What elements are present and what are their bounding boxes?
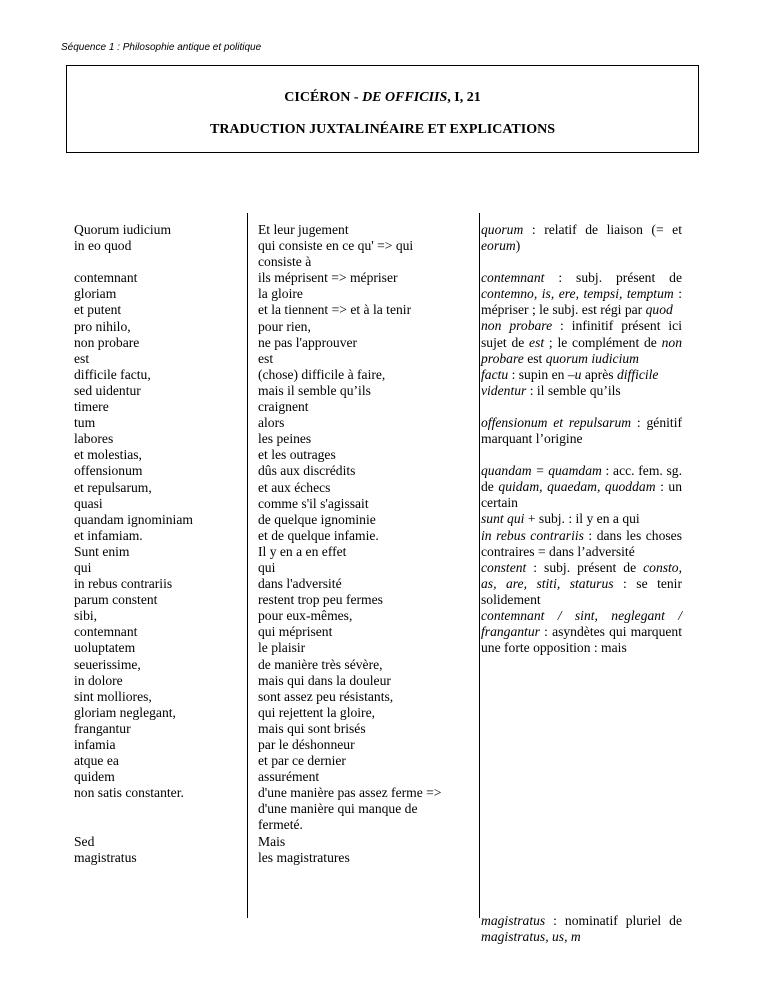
french-line: et par ce dernier [258, 753, 346, 769]
latin-line: et putent [74, 302, 122, 318]
latin-line: est [74, 350, 90, 366]
french-line: mais qui dans la douleur [258, 672, 391, 688]
note-factu: factu : supin en –u après difficile [481, 366, 659, 382]
french-line: ils méprisent => mépriser [258, 270, 398, 286]
latin-line: quandam ignominiam [74, 511, 193, 527]
french-line: sont assez peu résistants, [258, 688, 394, 704]
french-line: (chose) difficile à faire, [258, 366, 386, 382]
french-line: consiste à [258, 254, 312, 270]
latin-line: parum constent [74, 592, 158, 608]
latin-line: et repulsarum, [74, 479, 152, 495]
title-work: DE OFFICIIS [362, 90, 448, 105]
title-reference: , I, 21 [447, 90, 481, 105]
french-line: qui méprisent [258, 624, 333, 640]
french-line: ne pas l'approuver [258, 334, 358, 350]
column-divider-1 [247, 213, 248, 918]
french-line: de quelque ignominie [258, 511, 376, 527]
french-line: d'une manière pas assez ferme => [258, 785, 442, 801]
note-contemnant: contemnant : subj. présent de contemno, is, ere, tempsi, temptum : mépriser ; le subj. est régi par quod [481, 270, 682, 318]
latin-line: et infamiam. [74, 527, 143, 543]
french-line: et la tiennent => et à la tenir [258, 302, 412, 318]
french-line: craignent [258, 399, 309, 415]
french-line: mais il semble qu’ils [258, 382, 371, 398]
latin-line: sint molliores, [74, 688, 152, 704]
latin-column [74, 222, 244, 866]
latin-line: in dolore [74, 672, 123, 688]
latin-line: gloriam [74, 286, 117, 302]
latin-line: Sed [74, 833, 95, 849]
latin-line [74, 801, 244, 817]
title-author: CICÉRON - [284, 90, 363, 105]
latin-line: Sunt enim [74, 543, 130, 559]
title-box [66, 65, 699, 153]
latin-line: tum [74, 415, 96, 431]
note-quorum: quorum : relatif de liaison (= et eorum) [481, 222, 682, 254]
french-line: par le déshonneur [258, 737, 355, 752]
note-quandam: quandam = quamdam : acc. fem. sg. de quidam, quaedam, quoddam : un certain [481, 463, 682, 511]
french-line: qui [258, 559, 276, 575]
french-line: et les outrages [258, 447, 336, 463]
title-line-2: TRADUCTION JUXTALINÉAIRE ET EXPLICATIONS [209, 122, 555, 137]
latin-line: contemnant [74, 624, 138, 640]
french-line: d'une manière qui manque de [258, 801, 418, 817]
latin-line: timere [74, 399, 109, 415]
french-line: alors [258, 415, 285, 431]
latin-line: quasi [74, 495, 103, 511]
french-line: la gloire [258, 286, 303, 302]
latin-line: atque ea [74, 753, 119, 769]
notes-column [481, 222, 682, 945]
note-asyndetes: contemnant / sint, neglegant / frangantur : asyndètes qui marquent une forte opposition : mais [481, 607, 682, 656]
french-line: Il y en a en effet [258, 543, 347, 559]
latin-line: difficile factu, [74, 366, 151, 382]
latin-line: labores [74, 431, 114, 447]
french-line: est [258, 350, 274, 366]
note-videntur: videntur : il semble qu’ils [481, 382, 621, 398]
latin-line: magistratus [74, 849, 137, 865]
latin-line: in eo quod [74, 238, 132, 254]
latin-line [74, 254, 244, 270]
french-line: Mais [258, 833, 286, 849]
french-line: de manière très sévère, [258, 656, 383, 672]
latin-line: gloriam neglegant, [74, 704, 176, 720]
french-line: et aux échecs [258, 479, 331, 495]
french-line: pour rien, [258, 318, 311, 334]
french-line: et de quelque infamie. [258, 527, 379, 543]
french-line: dans l'adversité [258, 576, 342, 592]
note-sunt-qui: sunt qui + subj. : il y en a qui [481, 511, 640, 527]
latin-line: qui [74, 559, 92, 575]
french-line: dûs aux discrédits [258, 463, 356, 479]
french-line: mais qui sont brisés [258, 720, 366, 736]
french-line: qui rejettent la gloire, [258, 704, 376, 720]
latin-line [74, 817, 244, 833]
latin-line: sibi, [74, 608, 98, 624]
latin-line: Quorum iudicium [74, 222, 172, 237]
latin-line: contemnant [74, 270, 138, 286]
french-line: restent trop peu fermes [258, 592, 383, 608]
note-in-rebus: in rebus contrariis : dans les choses contraires = dans l’adversité [481, 527, 682, 559]
latin-line: frangantur [74, 720, 131, 736]
french-line: le plaisir [258, 640, 306, 656]
latin-line: pro nihilo, [74, 318, 131, 334]
french-line: les magistratures [258, 849, 350, 865]
french-line: comme s'il s'agissait [258, 495, 369, 511]
latin-line: et molestias, [74, 447, 142, 463]
running-header: Séquence 1 : Philosophie antique et politique [61, 42, 262, 53]
french-line: qui consiste en ce qu' => qui [258, 238, 414, 254]
latin-line: quidem [74, 769, 115, 785]
latin-line: seuerissime, [74, 656, 141, 672]
note-non-probare: non probare : infinitif présent ici sujet de est ; le complément de non probare est quorum iudicium [481, 318, 682, 366]
latin-line: offensionum [74, 463, 143, 479]
french-line: Et leur jugement [258, 222, 349, 237]
latin-line: uoluptatem [74, 640, 136, 656]
french-line: les peines [258, 431, 312, 447]
french-line: fermeté. [258, 817, 303, 833]
latin-line: sed uidentur [74, 382, 141, 398]
column-divider-2 [479, 213, 480, 918]
latin-line: non satis constanter. [74, 785, 184, 801]
title-line-1 [67, 90, 698, 106]
latin-line: non probare [74, 334, 140, 350]
french-line: pour eux-mêmes, [258, 608, 353, 624]
latin-line: infamia [74, 737, 116, 752]
french-column [258, 222, 470, 866]
note-magistratus: magistratus : nominatif pluriel de magistratus, us, m [481, 913, 682, 945]
latin-line: in rebus contrariis [74, 576, 173, 592]
note-offensionum: offensionum et repulsarum : génitif marquant l’origine [481, 414, 682, 447]
note-constent: constent : subj. présent de consto, as, are, stiti, staturus : se tenir solidement [481, 559, 682, 607]
french-line: assurément [258, 769, 320, 785]
